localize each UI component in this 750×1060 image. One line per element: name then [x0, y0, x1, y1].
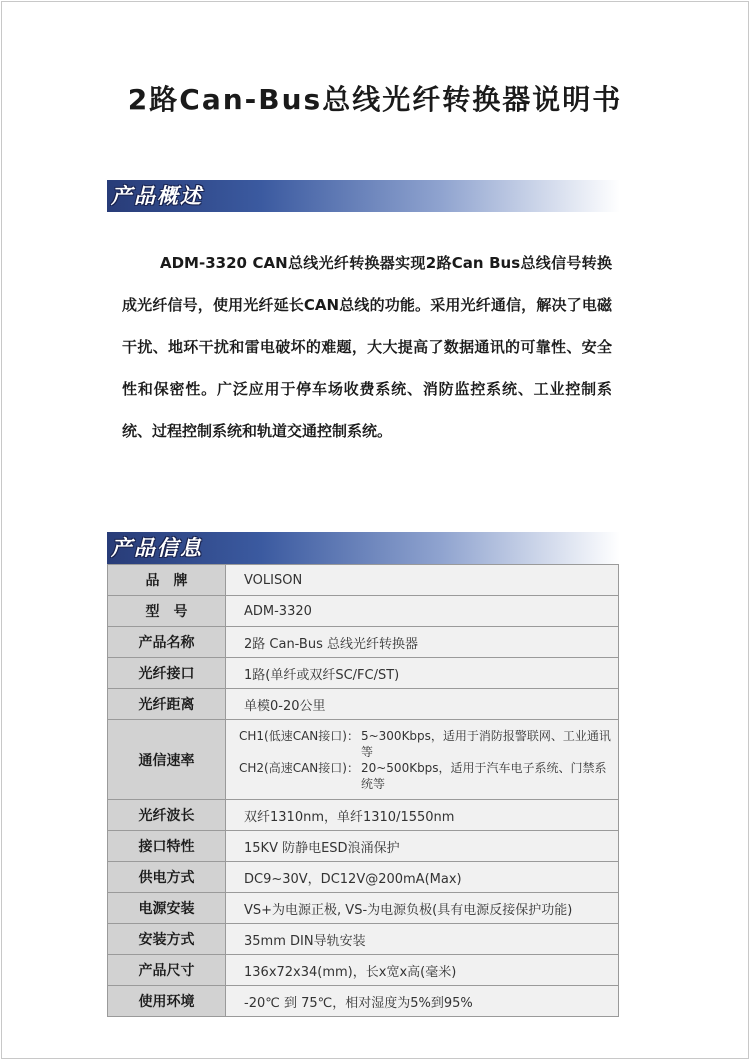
- key-brand: 品 牌: [145, 573, 188, 589]
- key-mounting: 安装方式: [138, 932, 195, 948]
- table-row: [108, 596, 619, 627]
- table-row: [108, 955, 619, 986]
- key-dimensions: 产品尺寸: [138, 963, 195, 979]
- value-interface: 15KV 防静电ESD浪涌保护: [244, 840, 400, 856]
- table-row: [108, 720, 619, 800]
- table-row: [108, 689, 619, 720]
- document-title: 2路Can-Bus总线光纤转换器说明书: [127, 83, 623, 116]
- value-power-supply: DC9~30V，DC12V@200mA(Max): [244, 871, 462, 887]
- row-key: [108, 627, 226, 658]
- info-heading-bar: [107, 532, 620, 564]
- value-environment: -20℃ 到 75℃，相对湿度为5%到95%: [244, 995, 473, 1011]
- value-dimensions: 136x72x34(mm)，长x宽x高(毫米): [244, 964, 457, 980]
- rate-desc-ch1: 5~300Kbps，适用于消防报警联网、工业通讯等: [360, 728, 611, 759]
- row-value: [226, 596, 619, 627]
- table-row: [108, 893, 619, 924]
- row-value: [226, 986, 619, 1017]
- row-value: [226, 658, 619, 689]
- value-brand: VOLISON: [244, 572, 303, 588]
- key-environment: 使用环境: [138, 994, 195, 1010]
- rate-line-ch2: [239, 760, 618, 792]
- rate-port-ch2: CH2(高速CAN接口)：: [239, 760, 359, 775]
- key-wavelength: 光纤波长: [138, 808, 195, 824]
- row-key: [108, 689, 226, 720]
- table-row: [108, 565, 619, 596]
- key-comm-rate: 通信速率: [138, 752, 195, 769]
- row-key: [108, 924, 226, 955]
- row-value: [226, 627, 619, 658]
- row-value: [226, 955, 619, 986]
- row-value: [226, 689, 619, 720]
- row-key: [108, 658, 226, 689]
- rate-line-ch1: [239, 728, 618, 760]
- key-fiber-distance: 光纤距离: [138, 697, 195, 713]
- value-mounting: 35mm DIN导轨安装: [244, 933, 366, 949]
- table-row: [108, 862, 619, 893]
- row-key: [108, 800, 226, 831]
- value-wavelength: 双纤1310nm，单纤1310/1550nm: [244, 809, 455, 825]
- table-row: [108, 627, 619, 658]
- row-key: [108, 596, 226, 627]
- row-key: [108, 862, 226, 893]
- info-heading: 产品信息: [111, 536, 203, 560]
- row-key: [108, 565, 226, 596]
- value-product-name: 2路 Can-Bus 总线光纤转换器: [244, 636, 418, 652]
- value-power-install: VS+为电源正极, VS-为电源负极(具有电源反接保护功能): [244, 902, 573, 918]
- key-power-supply: 供电方式: [138, 870, 195, 886]
- row-key: [108, 831, 226, 862]
- row-value: [226, 862, 619, 893]
- rate-desc-ch2: 20~500Kbps，适用于汽车电子系统、门禁系统等: [360, 760, 607, 791]
- key-fiber-port: 光纤接口: [138, 666, 195, 682]
- key-power-install: 电源安装: [138, 901, 195, 917]
- overview-heading: 产品概述: [111, 184, 203, 208]
- row-value: [226, 893, 619, 924]
- row-value: [226, 720, 619, 800]
- table-row: [108, 658, 619, 689]
- row-key: [108, 893, 226, 924]
- row-key: [108, 955, 226, 986]
- key-product-name: 产品名称: [138, 635, 195, 651]
- table-row: [108, 831, 619, 862]
- key-interface: 接口特性: [138, 839, 195, 855]
- row-key: [108, 720, 226, 800]
- key-model: 型 号: [145, 604, 188, 620]
- row-value: [226, 924, 619, 955]
- overview-heading-bar: [107, 180, 620, 212]
- table-row: [108, 924, 619, 955]
- rate-port-ch1: CH1(低速CAN接口)：: [239, 728, 359, 743]
- product-info-table: [107, 564, 619, 1017]
- overview-paragraph: ADM-3320 CAN总线光纤转换器实现2路Can Bus总线信号转换成光纤信号，使用光纤延长CAN总线的功能。采用光纤通信，解决了电磁干扰、地环干扰和雷电破坏的难题，大大提高了数据通讯的可靠性、安全性和保密性。广泛应用于停车场收费系统、消防监控系统、工业控制系统、过程控制系统和轨道交通控制系统。: [122, 254, 612, 440]
- row-key: [108, 986, 226, 1017]
- row-value: [226, 800, 619, 831]
- value-fiber-distance: 单模0-20公里: [244, 698, 326, 714]
- row-value: [226, 831, 619, 862]
- value-fiber-port: 1路(单纤或双纤SC/FC/ST): [244, 667, 400, 683]
- table-row: [108, 800, 619, 831]
- row-value: [226, 565, 619, 596]
- value-model: ADM-3320: [244, 603, 312, 619]
- table-row: [108, 986, 619, 1017]
